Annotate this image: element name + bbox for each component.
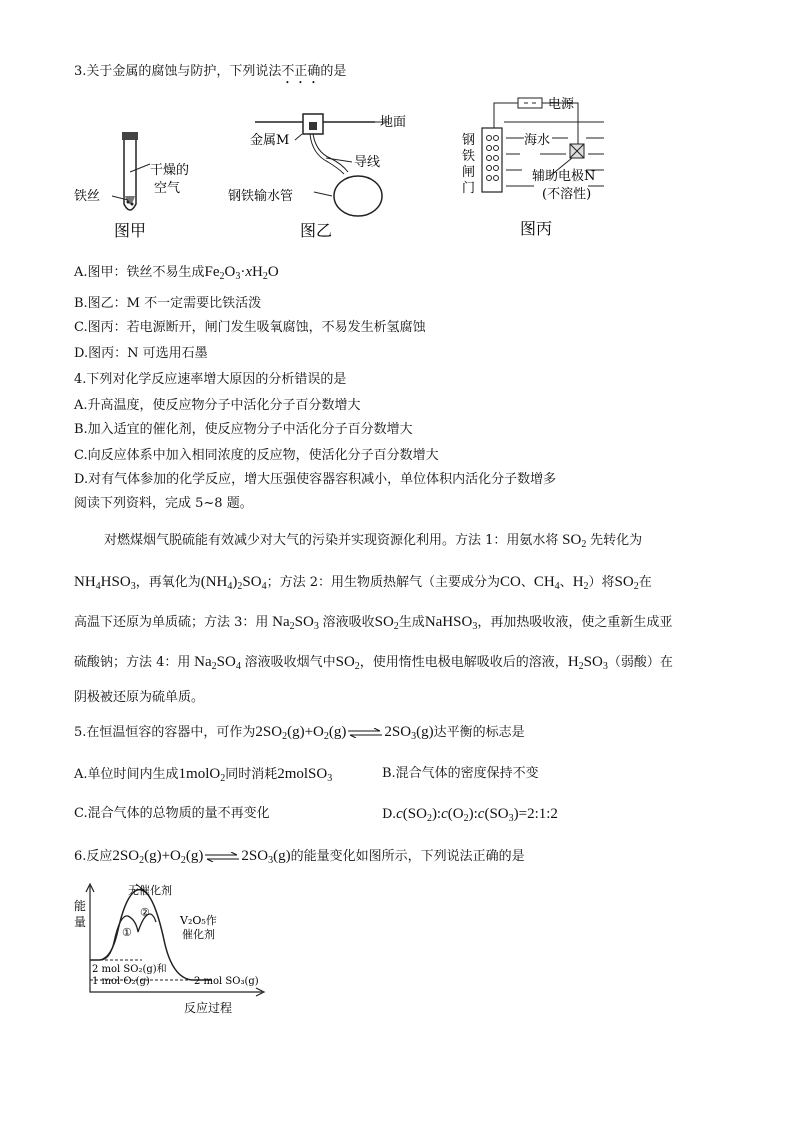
fig-jia — [74, 132, 189, 240]
q3-option-c: C.图丙：若电源断开，闸门发生吸氧腐蚀，不易发生析氢腐蚀 — [74, 320, 426, 335]
reactant-label-1: 2 mol SO₂(g)和 — [92, 964, 167, 975]
q3-option-b: B.图乙：M 不一定需要比铁活泼 — [74, 296, 262, 311]
reactant-label-2: 1 mol O₂(g) — [92, 976, 150, 987]
product-label: 2 mol SO₃(g) — [194, 976, 259, 987]
reading-text: 在 — [638, 575, 652, 590]
bing-gate-4: 门 — [462, 181, 476, 196]
q5-option-c: C.混合气体的总物质的量不再变化 — [74, 806, 270, 821]
jia-air1: 干燥的 — [150, 163, 190, 178]
q5-stem-end: 达平衡的标志是 — [433, 725, 525, 740]
reading-line-4: 硫酸钠；方法 4：用 $Na_2SO_4$ 溶液吸收烟气中$SO_2$，使用惰性电极电解吸收后的溶液，$H_2SO_3$（弱酸）在 — [74, 654, 673, 672]
mark-1: ① — [122, 926, 132, 939]
reading-text: 对燃煤烟气脱硫能有效减少对大气的污染并实现资源化利用。方法 1：用氨水将 — [104, 533, 559, 548]
formula-rust: $Fe_2O_3\cdot xH_2O$ — [204, 264, 279, 282]
q4-option-c: C.向反应体系中加入相同浓度的反应物，使活化分子百分数增大 — [74, 448, 439, 463]
q5-option-d: $D.c(SO_2):c(O_2):c(SO_3)=2:1:2$ — [382, 806, 558, 824]
q3-option-a-text: A.图甲：铁丝不易生成 — [74, 265, 205, 280]
bing-gate-1: 钢 — [462, 133, 476, 148]
q6-stem-end: 的能量变化如图所示，下列说法正确的是 — [290, 849, 525, 864]
equilibrium-arrow-icon — [205, 852, 239, 862]
yi-lead-label: 导线 — [354, 155, 381, 170]
q6-stem-text: 6.反应 — [74, 849, 113, 864]
reading-line-2: $NH_4HSO_3$，再氧化为$(NH_4)_2SO_4$；方法 2：用生物质热解气（主要成分为CO、$CH_4$、$H_2$）将$SO_2$在 — [74, 574, 652, 592]
bing-gate-2: 铁 — [462, 149, 476, 164]
bing-gate-3: 闸 — [462, 165, 476, 180]
curve-uncat-label: 无催化剂 — [128, 884, 172, 897]
reading-text: ；方法 2：用生物质热解气（主要成分为 — [266, 575, 500, 590]
reading-text: ，再氧化为 — [135, 575, 201, 590]
reading-text: ，使用惰性电极电解吸收后的溶液， — [359, 655, 568, 670]
yi-caption: 图乙 — [300, 221, 333, 240]
fig-bing — [462, 96, 604, 238]
q5-stem-text: 5.在恒温恒容的容器中，可作为 — [74, 725, 256, 740]
jia-air2: 空气 — [154, 181, 181, 196]
q3-stem-end: 的是 — [320, 64, 347, 79]
cat-label-2: 催化剂 — [182, 928, 215, 941]
reading-text: 溶液吸收烟气中 — [244, 655, 336, 670]
yi-metal-label: 金属M — [250, 133, 290, 148]
q5-option-b: B.混合气体的密度保持不变 — [382, 766, 539, 781]
reading-line-5: 阴极被还原为硫单质。 — [74, 690, 205, 705]
q5-option-a-text: 同时消耗 — [225, 767, 278, 782]
q5-option-d-text: D. — [382, 807, 397, 822]
energy-diagram — [72, 880, 272, 1018]
q5-option-a: A.单位时间内生成1molO$_2$同时消耗2molSO$_3$ — [74, 766, 333, 784]
reading-line-3: 高温下还原为单质硫；方法 3：用 $Na_2SO_3$ 溶液吸收$SO_2$生成NaHSO$_3$，再加热吸收液，使之重新生成亚 — [74, 614, 673, 632]
q4-option-d: D.对有气体参加的化学反应，增大压强使容器容积减小，单位体积内活化分子数增多 — [74, 472, 557, 487]
bing-sea-label: 海水 — [524, 133, 551, 148]
reading-text: ，再加热吸收液，使之重新生成亚 — [477, 615, 673, 630]
reading-text: 溶液吸收 — [322, 615, 375, 630]
q4-option-a: A.升高温度，使反应物分子中活化分子百分数增大 — [74, 398, 361, 413]
cat-label-1: V₂O₅作 — [180, 914, 217, 927]
q4-stem: 4.下列对化学反应速率增大原因的分析错误的是 — [74, 372, 347, 387]
q3-figures — [70, 92, 670, 244]
q3-stem-text: 3.关于金属的腐蚀与防护，下列说法 — [74, 64, 282, 79]
bing-power-label: 电源 — [548, 97, 575, 112]
q3-option-d: D.图丙：N 可选用石墨 — [74, 346, 208, 361]
bing-electrode-label: 辅助电极N — [532, 169, 596, 184]
bing-insoluble-label: (不溶性) — [542, 187, 592, 202]
reading-text: 先转化为 — [590, 533, 643, 548]
q5-option-a-text: A.单位时间内生成 — [74, 767, 179, 782]
reading-text: ）将 — [588, 575, 615, 590]
q4-option-b: B.加入适宜的催化剂，使反应物分子中活化分子百分数增大 — [74, 422, 413, 437]
reading-text: （弱酸）在 — [607, 655, 673, 670]
mark-2: ② — [140, 906, 150, 919]
q3-option-a — [74, 262, 279, 283]
bing-caption: 图丙 — [520, 219, 553, 238]
reading-text: 硫酸钠；方法 4：用 — [74, 655, 191, 670]
jia-wire-label: 铁丝 — [74, 189, 101, 204]
q6-stem: 6.反应$2SO_2(g)+O_2(g)$ $2SO_3(g)$的能量变化如图所示，下列说法正确的是 — [74, 848, 525, 866]
yi-pipe-label: 钢铁输水管 — [228, 189, 294, 204]
q3-stem-emphasis: 不正确 — [281, 64, 321, 79]
yi-ground-label: 地面 — [380, 115, 407, 130]
jia-caption: 图甲 — [114, 221, 147, 240]
fig-yi — [228, 114, 406, 240]
reading-line-1: 对燃煤烟气脱硫能有效减少对大气的污染并实现资源化利用。方法 1：用氨水将 $SO_2$ 先转化为 — [104, 532, 643, 550]
reading-text: 生成 — [398, 615, 425, 630]
y-label-2: 量 — [74, 915, 87, 929]
q5-stem: 5.在恒温恒容的容器中，可作为$2SO_2(g)+O_2(g)$ $2SO_3(g)$达平衡的标志是 — [74, 724, 525, 742]
x-label: 反应过程 — [184, 1001, 233, 1015]
equilibrium-arrow-icon — [348, 728, 382, 738]
reading-intro: 阅读下列资料，完成 5~8 题。 — [74, 496, 253, 511]
reading-text: 高温下还原为单质硫；方法 3：用 — [74, 615, 269, 630]
q3-stem — [74, 62, 346, 87]
y-label-1: 能 — [74, 899, 87, 913]
